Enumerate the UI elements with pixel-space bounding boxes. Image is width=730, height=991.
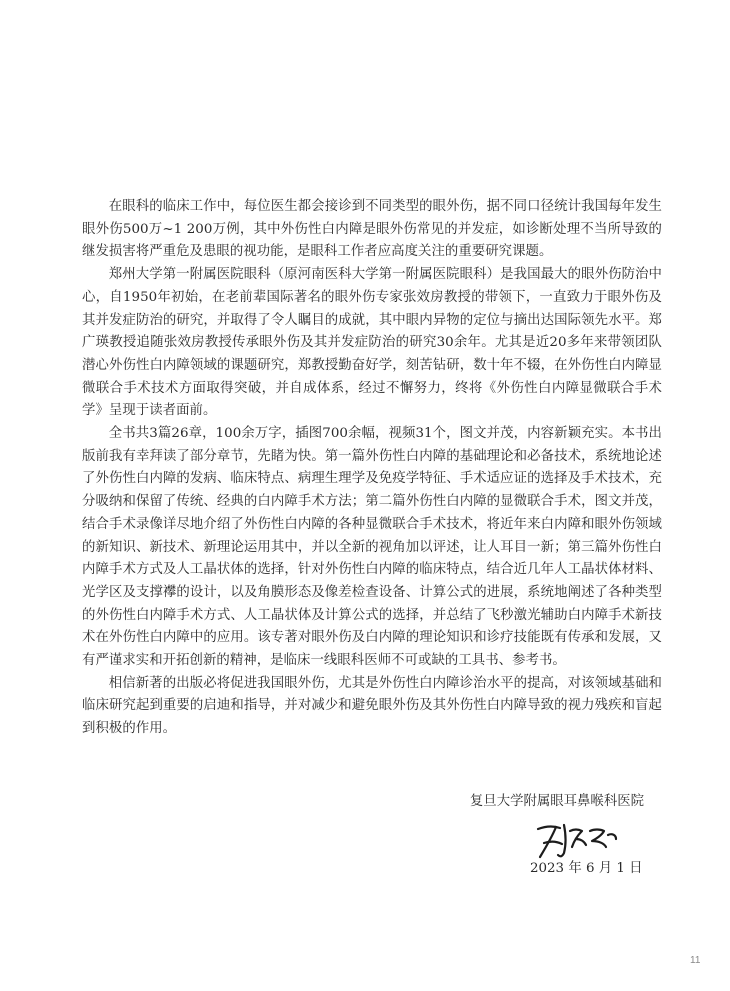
page-number: 11 [690,955,701,966]
paragraph-3: 全书共3篇26章，100余万字，插图700余幅，视频31个，图文并茂，内容新颖充实。本书出版前我有幸拜读了部分章节，先睹为快。第一篇外伤性白内障的基础理论和必备技术，系统地论述了外伤性白内障的发病、临床特点、病理生理学及免疫学特征、手术适应证的选择及手术技术，充分吸纳和保留了传统、经典的白内障手术方法；第二篇外伤性白内障的显微联合手术，图文并茂，结合手术录像详尽地介绍了外伤性白内障的各种显微联合手术技术，将近年来白内障和眼外伤领域的新知识、新技术、新理论运用其中，并以全新的视角加以评述，让人耳目一新；第三篇外伤性白内障手术方式及人工晶状体的选择，针对外伤性白内障的临床特点，结合近几年人工晶状体材料、光学区及支撑襻的设计，以及角膜形态及像差检查设备、计算公式的进展，系统地阐述了各种类型的外伤性白内障手术方式、人工晶状体及计算公式的选择，并总结了飞秒激光辅助白内障手术新技术在外伤性白内障中的应用。该专著对眼外伤及白内障的理论知识和诊疗技能既有传承和发展，又有严谨求实和开拓创新的精神，是临床一线眼科医师不可或缺的工具书、参考书。 [82,426,662,669]
paragraph-2: 郑州大学第一附属医院眼科（原河南医科大学第一附属医院眼科）是我国最大的眼外伤防治中心，自1950年初始，在老前辈国际著名的眼外伤专家张效房教授的带领下，一直致力于眼外伤及其并发症防治的研究，并取得了令人瞩目的成就，其中眼内异物的定位与摘出达国际领先水平。郑广瑛教授追随张效房教授传承眼外伤及其并发症防治的研究30余年。尤其是近20多年来带领团队潜心外伤性白内障领域的课题研究，郑教授勤奋好学，刻苦钻研，数十年不辍，在外伤性白内障显微联合手术技术方面取得突破，并自成体系，经过不懈努力，终将《外伤性白内障显微联合手术学》呈现于读者面前。 [82,267,662,419]
preface-body [82,196,662,741]
paragraph-4: 相信新著的出版必将促进我国眼外伤，尤其是外伤性白内障诊治水平的提高，对该领域基础和临床研究起到重要的启迪和指导，并对减少和避免眼外伤及其外伤性白内障导致的视力残疾和盲起到积极的作用。 [82,675,662,737]
handwritten-signature [532,817,622,863]
institution-name: 复旦大学附属眼耳鼻喉科医院 [469,794,644,809]
date-text: 2023 年 6 月 1 日 [530,861,643,876]
signature-block [404,792,644,812]
paragraph-1: 在眼科的临床工作中，每位医生都会接诊到不同类型的眼外伤，据不同口径统计我国每年发生眼外伤500万~1 200万例，其中外伤性白内障是眼外伤常见的并发症，如诊断处理不当所导致的继发损害将严重危及患眼的视功能，是眼科工作者应高度关注的重要研究课题。 [82,199,662,260]
